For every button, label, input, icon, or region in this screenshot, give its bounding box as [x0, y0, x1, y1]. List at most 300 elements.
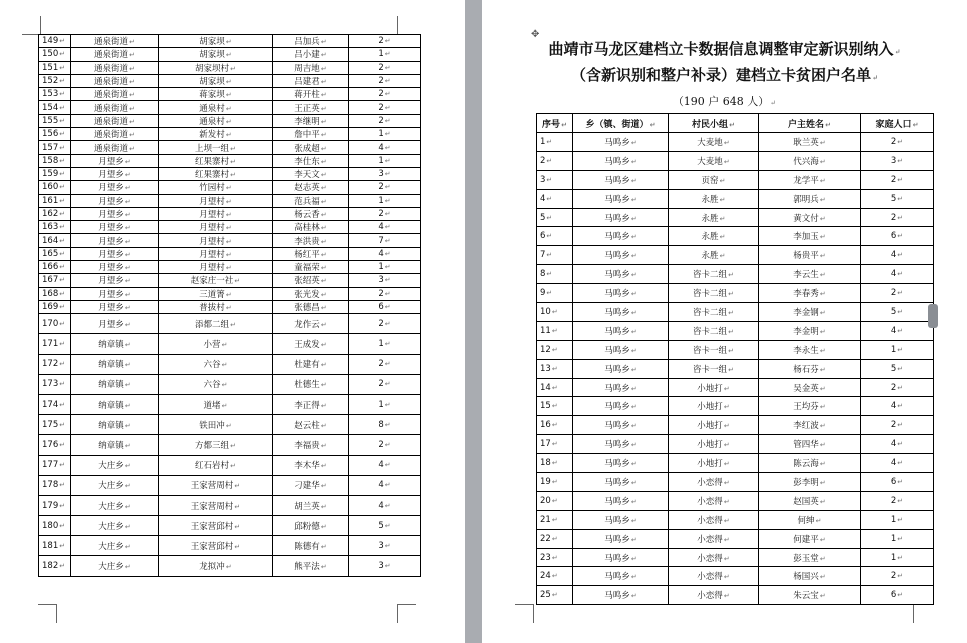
cell-village-group: 红石岩村↵ [159, 455, 273, 475]
paragraph-mark: ↵ [728, 346, 734, 355]
paragraph-mark: ↵ [630, 271, 637, 280]
paragraph-mark: ↵ [630, 592, 637, 601]
paragraph-mark: ↵ [819, 138, 826, 147]
paragraph-mark: ↵ [384, 276, 391, 285]
cell-householder: 熊平法↵ [273, 556, 349, 576]
paragraph-mark: ↵ [723, 403, 730, 412]
cell-family-size: 5↵ [349, 516, 421, 536]
cell-village-group: 新发村↵ [159, 128, 273, 141]
table-row [39, 141, 421, 154]
table-row [537, 246, 934, 265]
cell-township: 马鸣乡↵ [573, 529, 669, 548]
corner-mark [22, 16, 41, 35]
paragraph-mark: ↵ [225, 563, 232, 572]
cell-seq: 164↵ [39, 234, 71, 247]
paragraph-mark: ↵ [221, 381, 228, 390]
paragraph-mark: ↵ [384, 562, 391, 571]
cell-seq: 178↵ [39, 475, 71, 495]
paragraph-mark: ↵ [630, 327, 637, 336]
paragraph-mark: ↵ [124, 197, 131, 206]
cell-seq: 173↵ [39, 374, 71, 394]
paragraph-mark: ↵ [59, 103, 66, 112]
paragraph-mark: ↵ [320, 482, 327, 491]
cell-village-group: 页窑↵ [669, 170, 759, 189]
cell-family-size: 2↵ [861, 567, 934, 586]
cell-householder: 王正英↵ [273, 101, 349, 114]
paragraph-mark: ↵ [384, 103, 391, 112]
cell-village-group: 六谷↵ [159, 354, 273, 374]
cell-householder: 李云生↵ [759, 265, 861, 284]
cell-householder: 周吉地↵ [273, 61, 349, 74]
table-row [537, 491, 934, 510]
paragraph-mark: ↵ [234, 542, 241, 551]
cell-seq: 168↵ [39, 287, 71, 300]
paragraph-mark: ↵ [384, 50, 391, 59]
paragraph-mark: ↵ [225, 211, 232, 219]
paragraph-mark: ↵ [897, 364, 904, 373]
table-row [39, 394, 421, 414]
paragraph-mark: ↵ [630, 365, 637, 374]
cell-village-group: 小恋得↵ [669, 473, 759, 492]
cell-village-group: 小恋得↵ [669, 491, 759, 510]
cell-seq: 151↵ [39, 61, 71, 74]
cell-village-group: 普拔村↵ [159, 300, 273, 313]
paragraph-mark: ↵ [124, 361, 131, 370]
paragraph-mark: ↵ [129, 78, 135, 87]
table-row [537, 473, 934, 492]
table-row [537, 227, 934, 246]
paragraph-mark: ↵ [59, 77, 66, 86]
cell-township: 马鸣乡↵ [573, 416, 669, 435]
cell-seq: 162↵ [39, 207, 71, 220]
right-household-table [536, 113, 934, 605]
cell-village-group: 小地打↵ [669, 397, 759, 416]
paragraph-mark: ↵ [551, 515, 558, 524]
title-line2-text: （含新识别和整户补录）建档立卡贫困户名单 [571, 66, 872, 84]
paragraph-mark: ↵ [897, 459, 904, 468]
cell-householder: 刁建华↵ [273, 475, 349, 495]
paragraph-mark: ↵ [551, 496, 558, 505]
paragraph-mark: ↵ [819, 460, 826, 469]
cell-householder: 杨国兴↵ [759, 567, 861, 586]
paragraph-mark: ↵ [819, 195, 826, 204]
cell-village-group: 咨卡二组↵ [669, 303, 759, 322]
paragraph-mark: ↵ [320, 91, 327, 100]
cell-householder: 詹中平↵ [273, 128, 349, 141]
paragraph-mark: ↵ [897, 534, 904, 543]
paragraph-mark: ↵ [124, 421, 131, 430]
cell-seq: 5↵ [537, 208, 573, 227]
table-row [39, 154, 421, 167]
paragraph-mark: ↵ [124, 277, 131, 286]
cell-seq: 25↵ [537, 586, 573, 605]
table-row [537, 359, 934, 378]
paragraph-mark: ↵ [630, 252, 637, 261]
table-row [39, 475, 421, 495]
cell-family-size: 1↵ [349, 334, 421, 354]
cell-family-size: 6↵ [349, 300, 421, 313]
cell-family-size: 1↵ [861, 548, 934, 567]
paragraph-mark: ↵ [384, 156, 391, 165]
paragraph-mark: ↵ [546, 137, 553, 146]
cell-seq: 7↵ [537, 246, 573, 265]
cell-seq: 166↵ [39, 261, 71, 274]
summary-text: （190 户 648 人） [672, 95, 770, 108]
paragraph-mark: ↵ [630, 554, 637, 563]
cell-township: 月望乡↵ [71, 207, 159, 220]
cell-seq: 9↵ [537, 284, 573, 303]
paragraph-mark: ↵ [230, 441, 236, 450]
cell-householder: 胡兰英↵ [273, 495, 349, 515]
cell-family-size: 3↵ [349, 536, 421, 556]
scroll-handle[interactable] [928, 304, 938, 328]
cell-village-group: 小恋得↵ [669, 529, 759, 548]
table-row [537, 378, 934, 397]
cell-township: 马鸣乡↵ [573, 491, 669, 510]
cell-village-group: 王家营邱村↵ [159, 516, 273, 536]
cell-householder: 王均芬↵ [759, 397, 861, 416]
cell-village-group: 月望村↵ [159, 221, 273, 234]
paragraph-mark: ↵ [384, 360, 391, 369]
table-row [39, 274, 421, 287]
table-row [537, 510, 934, 529]
paragraph-mark: ↵ [551, 572, 558, 581]
paragraph-mark: ↵ [770, 99, 777, 107]
cell-family-size: 4↵ [349, 221, 421, 234]
paragraph-mark: ↵ [630, 441, 637, 450]
cell-village-group: 小恋得↵ [669, 510, 759, 529]
cell-township: 纳章镇↵ [71, 374, 159, 394]
paragraph-mark: ↵ [728, 365, 734, 374]
cell-township: 纳章镇↵ [71, 334, 159, 354]
paragraph-mark: ↵ [59, 223, 66, 232]
cell-township: 马鸣乡↵ [573, 265, 669, 284]
paragraph-mark: ↵ [59, 420, 66, 429]
cell-seq: 23↵ [537, 548, 573, 567]
cell-householder: 杨贵平↵ [759, 246, 861, 265]
cell-family-size: 2↵ [349, 314, 421, 334]
paragraph-mark: ↵ [225, 184, 232, 193]
cell-township: 大庄乡↵ [71, 495, 159, 515]
paragraph-mark: ↵ [225, 290, 232, 299]
paragraph-mark: ↵ [59, 440, 66, 449]
paragraph-mark: ↵ [630, 308, 637, 317]
cell-township: 月望乡↵ [71, 274, 159, 287]
cell-seq: 21↵ [537, 510, 573, 529]
cell-township: 通泉街道↵ [71, 101, 159, 114]
cell-township: 通泉街道↵ [71, 114, 159, 127]
table-row [39, 455, 421, 475]
cell-householder: 童福荣↵ [273, 261, 349, 274]
paragraph-mark: ↵ [230, 320, 236, 329]
cell-family-size: 2↵ [349, 88, 421, 101]
cell-family-size: 6↵ [861, 473, 934, 492]
cell-family-size: 2↵ [349, 35, 421, 48]
paragraph-mark: ↵ [723, 384, 730, 393]
cell-family-size: 2↵ [349, 207, 421, 220]
paragraph-mark: ↵ [59, 263, 66, 272]
paragraph-mark: ↵ [320, 401, 327, 410]
table-row [39, 516, 421, 536]
cell-seq: 2↵ [537, 151, 573, 170]
paragraph-mark: ↵ [320, 171, 327, 180]
paragraph-mark: ↵ [384, 481, 391, 490]
cell-village-group: 王家营周村↵ [159, 475, 273, 495]
cell-village-group: 赵家庄一社↵ [159, 274, 273, 287]
paragraph-mark: ↵ [897, 270, 904, 279]
cell-township: 通泉街道↵ [71, 88, 159, 101]
paragraph-mark: ↵ [384, 420, 391, 429]
paragraph-mark: ↵ [551, 326, 558, 335]
paragraph-mark: ↵ [728, 308, 734, 317]
cell-family-size: 5↵ [861, 359, 934, 378]
paragraph-mark: ↵ [59, 360, 66, 369]
cell-village-group: 大麦地↵ [669, 151, 759, 170]
cell-township: 马鸣乡↵ [573, 473, 669, 492]
paragraph-mark: ↵ [630, 157, 637, 166]
paragraph-mark: ↵ [897, 326, 904, 335]
cell-seq: 165↵ [39, 247, 71, 260]
paragraph-mark: ↵ [630, 233, 637, 242]
cell-seq: 157↵ [39, 141, 71, 154]
paragraph-mark: ↵ [129, 91, 135, 100]
paragraph-mark: ↵ [59, 521, 66, 530]
cell-family-size: 4↵ [349, 475, 421, 495]
cell-family-size: 7↵ [349, 234, 421, 247]
paragraph-mark: ↵ [723, 497, 730, 506]
paragraph-mark: ↵ [384, 223, 391, 232]
paragraph-mark: ↵ [872, 73, 878, 82]
table-row [537, 303, 934, 322]
table-row [537, 170, 934, 189]
cell-seq: 1↵ [537, 133, 573, 152]
paragraph-mark: ↵ [719, 214, 726, 223]
cell-seq: 153↵ [39, 88, 71, 101]
paragraph-mark: ↵ [384, 263, 391, 272]
cell-village-group: 大麦地↵ [669, 133, 759, 152]
paragraph-mark: ↵ [630, 384, 637, 393]
cell-village-group: 小地打↵ [669, 416, 759, 435]
paragraph-mark: ↵ [897, 156, 904, 165]
paragraph-mark: ↵ [819, 271, 826, 280]
cell-householder: 范兵福↵ [273, 194, 349, 207]
paragraph-mark: ↵ [819, 573, 826, 582]
cell-seq: 181↵ [39, 536, 71, 556]
cell-householder: 邱粉德↵ [273, 516, 349, 536]
paragraph-mark: ↵ [723, 138, 730, 147]
cell-township: 月望乡↵ [71, 221, 159, 234]
cell-village-group: 通泉村↵ [159, 114, 273, 127]
paragraph-mark: ↵ [815, 516, 822, 525]
paragraph-mark: ↵ [630, 535, 637, 544]
paragraph-mark: ↵ [124, 522, 131, 531]
cell-seq: 179↵ [39, 495, 71, 515]
paragraph-mark: ↵ [384, 210, 391, 218]
paragraph-mark: ↵ [225, 224, 232, 233]
paragraph-mark: ↵ [897, 402, 904, 411]
paragraph-mark: ↵ [819, 535, 826, 544]
cell-village-group: 月望村↵ [159, 247, 273, 260]
paragraph-mark: ↵ [320, 381, 327, 390]
paragraph-mark: ↵ [320, 563, 327, 572]
corner-mark [515, 604, 534, 623]
cell-village-group: 永胜↵ [669, 208, 759, 227]
cell-seq: 12↵ [537, 340, 573, 359]
paragraph-mark: ↵ [630, 403, 637, 412]
cell-householder: 吴金英↵ [759, 378, 861, 397]
cell-householder: 吕小建↵ [273, 48, 349, 61]
cell-family-size: 3↵ [349, 274, 421, 287]
paragraph-mark: ↵ [384, 440, 391, 449]
paragraph-mark: ↵ [551, 383, 558, 392]
cell-family-size: 1↵ [349, 128, 421, 141]
cell-township: 马鸣乡↵ [573, 170, 669, 189]
cell-village-group: 咨卡二组↵ [669, 284, 759, 303]
cell-township: 马鸣乡↵ [573, 303, 669, 322]
paragraph-mark: ↵ [225, 78, 232, 87]
cell-township: 纳章镇↵ [71, 415, 159, 435]
paragraph-mark: ↵ [546, 213, 553, 222]
cell-seq: 4↵ [537, 189, 573, 208]
cell-family-size: 4↵ [861, 454, 934, 473]
paragraph-mark: ↵ [384, 303, 391, 312]
paragraph-mark: ↵ [225, 304, 232, 313]
table-row [39, 35, 421, 48]
cell-seq: 175↵ [39, 415, 71, 435]
cell-township: 纳章镇↵ [71, 435, 159, 455]
cell-township: 月望乡↵ [71, 181, 159, 194]
cell-family-size: 2↵ [349, 287, 421, 300]
paragraph-mark: ↵ [384, 63, 391, 72]
cell-village-group: 小地打↵ [669, 378, 759, 397]
paragraph-mark: ↵ [124, 237, 131, 246]
cell-township: 月望乡↵ [71, 194, 159, 207]
paragraph-mark: ↵ [384, 90, 391, 99]
table-row [39, 556, 421, 576]
paragraph-mark: ↵ [320, 224, 327, 233]
cell-householder: 李福贵↵ [273, 435, 349, 455]
paragraph-mark: ↵ [551, 402, 558, 411]
paragraph-mark: ↵ [124, 264, 131, 273]
cell-family-size: 1↵ [861, 340, 934, 359]
cell-householder: 杨红平↵ [273, 247, 349, 260]
cell-seq: 171↵ [39, 334, 71, 354]
paragraph-mark: ↵ [59, 116, 66, 125]
paragraph-mark: ↵ [723, 460, 730, 469]
cell-village-group: 王家营周村↵ [159, 495, 273, 515]
cell-householder: 张成超↵ [273, 141, 349, 154]
cell-village-group: 小营↵ [159, 334, 273, 354]
paragraph-mark: ↵ [225, 237, 232, 246]
cell-family-size: 1↵ [349, 194, 421, 207]
paragraph-mark: ↵ [124, 320, 131, 329]
paragraph-mark: ↵ [546, 175, 553, 184]
cell-householder: 李金明↵ [759, 321, 861, 340]
paragraph-mark: ↵ [630, 214, 637, 223]
paragraph-mark: ↵ [225, 421, 232, 430]
cell-householder: 朱云宝↵ [759, 586, 861, 605]
cell-householder: 管四华↵ [759, 435, 861, 454]
paragraph-mark: ↵ [225, 197, 232, 206]
paragraph-mark: ↵ [719, 195, 726, 204]
paragraph-mark: ↵ [384, 319, 391, 328]
paragraph-mark: ↵ [723, 592, 730, 601]
paragraph-mark: ↵ [124, 563, 131, 572]
paragraph-mark: ↵ [897, 553, 904, 562]
cell-seq: 172↵ [39, 354, 71, 374]
cell-village-group: 月望村↵ [159, 261, 273, 274]
paragraph-mark: ↵ [129, 144, 135, 153]
paragraph-mark: ↵ [384, 501, 391, 510]
cell-householder: 杨石芬↵ [759, 359, 861, 378]
document-title-line2 [482, 64, 967, 85]
paragraph-mark: ↵ [320, 277, 327, 286]
cell-family-size: 1↵ [349, 261, 421, 274]
cell-family-size: 2↵ [861, 416, 934, 435]
paragraph-mark: ↵ [320, 264, 327, 273]
paragraph-mark: ↵ [59, 303, 66, 312]
table-row [39, 334, 421, 354]
paragraph-mark: ↵ [384, 541, 391, 550]
paragraph-mark: ↵ [384, 289, 391, 298]
paragraph-mark: ↵ [384, 521, 391, 530]
cell-householder: 李永生↵ [759, 340, 861, 359]
paragraph-mark: ↵ [234, 502, 241, 511]
cell-village-group: 小恋得↵ [669, 586, 759, 605]
table-row [39, 495, 421, 515]
cell-township: 月望乡↵ [71, 314, 159, 334]
paragraph-mark: ↵ [230, 157, 236, 166]
cell-family-size: 2↵ [861, 208, 934, 227]
cell-seq: 161↵ [39, 194, 71, 207]
paragraph-mark: ↵ [59, 37, 66, 46]
paragraph-mark: ↵ [129, 64, 135, 73]
paragraph-mark: ↵ [124, 171, 131, 180]
paragraph-mark: ↵ [59, 249, 66, 258]
paragraph-mark: ↵ [719, 252, 726, 261]
cell-householder: 黄文付↵ [759, 208, 861, 227]
paragraph-mark: ↵ [819, 308, 826, 317]
table-row [537, 529, 934, 548]
cell-village-group: 咨卡一组↵ [669, 359, 759, 378]
paragraph-mark: ↵ [124, 542, 131, 551]
cell-seq: 10↵ [537, 303, 573, 322]
paragraph-mark: ↵ [630, 573, 637, 582]
paragraph-mark: ↵ [384, 143, 391, 152]
cell-village-group: 通泉村↵ [159, 101, 273, 114]
cell-seq: 150↵ [39, 48, 71, 61]
move-handle-icon[interactable]: ✥ [531, 29, 540, 40]
table-row [39, 61, 421, 74]
cell-family-size: 3↵ [349, 167, 421, 180]
paragraph-mark: ↵ [59, 210, 66, 218]
cell-village-group: 铁田冲↵ [159, 415, 273, 435]
cell-township: 马鸣乡↵ [573, 189, 669, 208]
paragraph-mark: ↵ [819, 497, 826, 506]
cell-township: 月望乡↵ [71, 261, 159, 274]
cell-householder: 代兴海↵ [759, 151, 861, 170]
paragraph-mark: ↵ [225, 264, 232, 273]
cell-seq: 169↵ [39, 300, 71, 313]
cell-seq: 160↵ [39, 181, 71, 194]
paragraph-mark: ↵ [384, 183, 391, 192]
left-household-table [38, 34, 421, 577]
cell-family-size: 4↵ [349, 455, 421, 475]
table-row [39, 181, 421, 194]
table-row [537, 133, 934, 152]
cell-family-size: 3↵ [861, 151, 934, 170]
cell-seq: 156↵ [39, 128, 71, 141]
